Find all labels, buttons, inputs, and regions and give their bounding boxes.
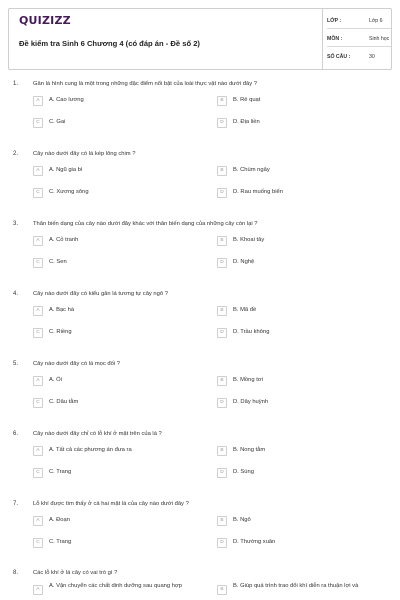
- question-number: 7.: [13, 501, 19, 507]
- meta-subject: [327, 31, 391, 47]
- option-letter-box: B: [217, 96, 227, 106]
- meta-count: [327, 49, 391, 65]
- option-text: B. Giúp quá trình trao đổi khí diễn ra thuận lợi và: [233, 583, 359, 589]
- option-letter-box: A: [33, 376, 43, 386]
- document-header: [8, 8, 392, 70]
- option-d[interactable]: [217, 118, 387, 132]
- option-letter-box: A: [33, 306, 43, 316]
- question-text: Lỗ khí được tìm thấy ở cả hai mặt lá của cây nào dưới đây ?: [33, 501, 189, 507]
- option-text: B. Khoai tây: [233, 237, 265, 243]
- question-number: 8.: [13, 570, 19, 576]
- option-a[interactable]: [33, 306, 203, 320]
- option-letter-box: B: [217, 236, 227, 246]
- option-letter-box: B: [217, 585, 227, 595]
- option-d[interactable]: [217, 398, 387, 412]
- option-text: A. Cao lương: [49, 97, 84, 103]
- option-letter-box: A: [33, 516, 43, 526]
- question-1: [0, 81, 400, 151]
- question-number: 5.: [13, 361, 19, 367]
- question-5: [0, 361, 400, 431]
- option-text: C. Trang: [49, 469, 72, 475]
- option-letter-box: B: [217, 166, 227, 176]
- option-b[interactable]: [217, 585, 387, 599]
- option-c[interactable]: [33, 468, 203, 482]
- option-text: C. Gai: [49, 119, 66, 125]
- option-text: A. Tất cả các phương án đưa ra: [49, 447, 132, 453]
- option-text: C. Trang: [49, 539, 72, 545]
- option-b[interactable]: [217, 516, 387, 530]
- option-b[interactable]: [217, 306, 387, 320]
- question-text: Các lỗ khí ở lá cây có vai trò gì ?: [33, 570, 118, 576]
- option-letter-box: C: [33, 398, 43, 408]
- option-text: C. Dâu tằm: [49, 399, 79, 405]
- option-letter-box: C: [33, 258, 43, 268]
- question-number: 6.: [13, 431, 19, 437]
- question-number: 1.: [13, 81, 19, 87]
- option-letter-box: C: [33, 328, 43, 338]
- meta-subject-key: MÔN :: [327, 36, 343, 42]
- option-a[interactable]: [33, 516, 203, 530]
- option-d[interactable]: [217, 468, 387, 482]
- option-b[interactable]: [217, 96, 387, 110]
- meta-grade: [327, 13, 391, 29]
- question-3: [0, 221, 400, 291]
- option-d[interactable]: [217, 188, 387, 202]
- option-text: A. Đoạn: [49, 517, 70, 523]
- option-text: D. Súng: [233, 469, 254, 475]
- option-c[interactable]: [33, 258, 203, 272]
- option-text: D. Nghệ: [233, 259, 255, 265]
- option-c[interactable]: [33, 398, 203, 412]
- option-text: B. Mã đề: [233, 307, 257, 313]
- option-text: A. Bạc hà: [49, 307, 75, 313]
- question-2: [0, 151, 400, 221]
- option-text: D. Trầu không: [233, 329, 270, 335]
- option-letter-box: D: [217, 328, 227, 338]
- option-letter-box: A: [33, 446, 43, 456]
- option-text: D. Địa liền: [233, 119, 260, 125]
- meta-count-key: SỐ CÂU :: [327, 54, 351, 60]
- option-letter-box: D: [217, 468, 227, 478]
- option-text: A. Cỏ tranh: [49, 237, 79, 243]
- option-b[interactable]: [217, 166, 387, 180]
- option-text: D. Dây huỳnh: [233, 399, 269, 405]
- option-text: B. Rẻ quạt: [233, 97, 261, 103]
- option-text: C. Sen: [49, 259, 67, 265]
- option-c[interactable]: [33, 538, 203, 552]
- option-b[interactable]: [217, 376, 387, 390]
- option-letter-box: C: [33, 188, 43, 198]
- option-d[interactable]: [217, 258, 387, 272]
- option-letter-box: C: [33, 538, 43, 548]
- option-a[interactable]: [33, 236, 203, 250]
- question-number: 2.: [13, 151, 19, 157]
- question-text: Cây nào dưới đây chỉ có lỗ khí ở mặt trên của lá ?: [33, 431, 162, 437]
- question-7: [0, 501, 400, 571]
- option-c[interactable]: [33, 328, 203, 342]
- option-letter-box: B: [217, 376, 227, 386]
- option-letter-box: B: [217, 516, 227, 526]
- option-text: A. Ổi: [49, 377, 62, 383]
- question-text: Thân biến dạng của cây nào dưới đây khác với thân biến dạng của những cây còn lại ?: [33, 221, 258, 227]
- option-a[interactable]: [33, 96, 203, 110]
- meta-count-value: 30: [369, 54, 375, 60]
- meta-grade-key: LỚP :: [327, 18, 342, 24]
- option-a[interactable]: [33, 166, 203, 180]
- option-d[interactable]: [217, 328, 387, 342]
- option-text: C. Riềng: [49, 329, 72, 335]
- option-letter-box: B: [217, 446, 227, 456]
- question-text: Cây nào dưới đây có lá kép lông chim ?: [33, 151, 136, 157]
- option-d[interactable]: [217, 538, 387, 552]
- option-text: B. Chùm ngây: [233, 167, 270, 173]
- question-8: [0, 570, 400, 600]
- meta-subject-value: Sinh học: [369, 36, 390, 42]
- option-letter-box: C: [33, 468, 43, 478]
- option-letter-box: D: [217, 188, 227, 198]
- option-text: D. Thường xuân: [233, 539, 276, 545]
- option-text: B. Nong tằm: [233, 447, 266, 453]
- option-a[interactable]: [33, 446, 203, 460]
- quizizz-logo: QUIZIZZ: [19, 14, 71, 27]
- question-6: [0, 431, 400, 501]
- option-text: D. Rau muống biển: [233, 189, 283, 195]
- option-text: B. Mồng tơi: [233, 377, 263, 383]
- question-text: Cây nào dưới đây có kiểu gân lá tương tự cây ngô ?: [33, 291, 168, 297]
- option-text: C. Xương sông: [49, 189, 89, 195]
- option-letter-box: D: [217, 398, 227, 408]
- option-letter-box: C: [33, 118, 43, 128]
- option-letter-box: A: [33, 166, 43, 176]
- question-4: [0, 291, 400, 361]
- option-letter-box: D: [217, 118, 227, 128]
- question-number: 4.: [13, 291, 19, 297]
- option-c[interactable]: [33, 188, 203, 202]
- option-text: B. Ngô: [233, 517, 251, 523]
- option-letter-box: B: [217, 306, 227, 316]
- question-text: Cây nào dưới đây có lá mọc đối ?: [33, 361, 120, 367]
- meta-grade-value: Lớp 6: [369, 18, 383, 24]
- option-letter-box: D: [217, 538, 227, 548]
- option-letter-box: D: [217, 258, 227, 268]
- meta-divider: [322, 9, 323, 69]
- document-title: Đề kiểm tra Sinh 6 Chương 4 (có đáp án - Đề số 2): [19, 39, 200, 48]
- option-letter-box: A: [33, 236, 43, 246]
- option-text: A. Vận chuyển các chất dinh dưỡng sau quang hợp: [49, 583, 182, 589]
- question-text: Gân lá hình cung là một trong những đặc điểm nổi bật của loài thực vật nào dưới đây ?: [33, 81, 257, 87]
- option-letter-box: A: [33, 585, 43, 595]
- option-a[interactable]: [33, 585, 203, 599]
- option-b[interactable]: [217, 446, 387, 460]
- option-c[interactable]: [33, 118, 203, 132]
- question-number: 3.: [13, 221, 19, 227]
- option-letter-box: A: [33, 96, 43, 106]
- option-text: A. Ngũ gia bì: [49, 167, 83, 173]
- option-b[interactable]: [217, 236, 387, 250]
- option-a[interactable]: [33, 376, 203, 390]
